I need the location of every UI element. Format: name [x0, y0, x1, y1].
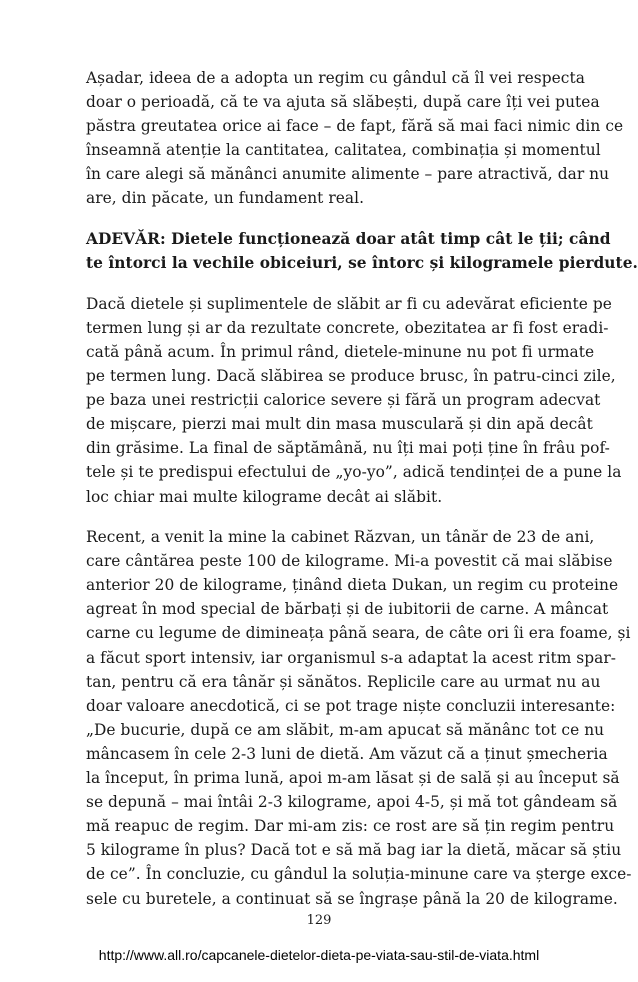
- text-line: loc chiar mai multe kilograme decât ai slăbit.: [86, 487, 443, 506]
- text-line: 5 kilograme în plus? Dacă tot e să mă bag iar la dietă, măcar să știu: [86, 841, 622, 860]
- text-line: Recent, a venit la mine la cabinet Răzvan, un tânăr de 23 de ani,: [86, 528, 595, 547]
- text-line: Dacă dietele și suplimentele de slăbit ar fi cu adevărat eficiente pe: [86, 294, 612, 313]
- text-line: se depună – mai întâi 2-3 kilograme, apoi 4-5, și mă tot gândeam să: [86, 793, 618, 812]
- text-line: pe baza unei restricții calorice severe și fără un program adecvat: [86, 391, 601, 410]
- text-line: are, din păcate, un fundament real.: [86, 189, 365, 208]
- text-line: sele cu buretele, a continuat să se îngrașe până la 20 de kilograme.: [86, 889, 618, 908]
- text-line: tan, pentru că era tânăr și sănătos. Replicile care au urmat nu au: [86, 672, 601, 691]
- text-line: ADEVĂR: Dietele funcționează doar atât timp cât le ții; când: [86, 230, 611, 249]
- text-line: tele și te predispui efectului de „yo-yo”, adică tendinței de a pune la: [86, 463, 622, 482]
- text-line: de ce”. În concluzie, cu gândul la soluția-minune care va șterge exce-: [86, 865, 632, 884]
- text-line: din grăsime. La final de săptămână, nu îți mai poți ține în frâu pof-: [86, 439, 610, 458]
- source-url: http://www.all.ro/capcanele-dietelor-dieta-pe-viata-sau-stil-de-viata.html: [98, 947, 540, 963]
- paragraph: [86, 292, 622, 509]
- text-line: carne cu legume de dimineața până seara, de câte ori îi era foame, și: [86, 624, 631, 643]
- text-line: în care alegi să mănânci anumite alimente – pare atractivă, dar nu: [86, 165, 610, 184]
- text-line: „De bucurie, după ce am slăbit, m-am apucat să mănânc tot ce nu: [86, 720, 605, 739]
- text-line: anterior 20 de kilograme, ținând dieta Dukan, un regim cu proteine: [86, 576, 619, 595]
- text-line: a făcut sport intensiv, iar organismul s-a adaptat la acest ritm spar-: [86, 648, 617, 667]
- text-line: termen lung și ar da rezultate concrete, obezitatea ar fi fost eradi-: [86, 318, 609, 337]
- text-line: pe termen lung. Dacă slăbirea se produce brusc, în patru-cinci zile,: [86, 367, 616, 386]
- text-line: la început, în prima lună, apoi m-am lăsat și de sală și au început să: [86, 769, 620, 788]
- text-line: Așadar, ideea de a adopta un regim cu gândul că îl vei respecta: [86, 69, 585, 87]
- paragraph: [86, 66, 624, 211]
- text-line: agreat în mod special de bărbați și de iubitorii de carne. A mâncat: [86, 600, 609, 619]
- text-line: doar o perioadă, că te va ajuta să slăbești, după care îți vei putea: [86, 93, 600, 112]
- page-number: 129: [306, 913, 332, 928]
- paragraph: [86, 525, 632, 911]
- text-line: înseamnă atenție la cantitatea, calitatea, combinația și momentul: [86, 141, 601, 160]
- text-line: mă reapuc de regim. Dar mi-am zis: ce rost are să țin regim pentru: [86, 817, 615, 836]
- section-heading: [86, 227, 638, 275]
- text-line: cată până acum. În primul rând, dietele-minune nu pot fi urmate: [86, 342, 595, 361]
- page-body: [86, 66, 638, 927]
- text-line: te întorci la vechile obiceiuri, se întorc și kilogramele pierdute.: [86, 254, 638, 273]
- text-line: de mișcare, pierzi mai mult din masa musculară și din apă decât: [86, 415, 593, 434]
- text-line: care cântărea peste 100 de kilograme. Mi-a povestit că mai slăbise: [86, 552, 613, 571]
- text-line: mâncasem în cele 2-3 luni de dietă. Am văzut că a ținut șmecheria: [86, 744, 608, 763]
- text-line: păstra greutatea orice ai face – de fapt, fără să mai faci nimic din ce: [86, 117, 624, 136]
- text-line: doar valoare anecdotică, ci se pot trage niște concluzii interesante:: [86, 696, 616, 715]
